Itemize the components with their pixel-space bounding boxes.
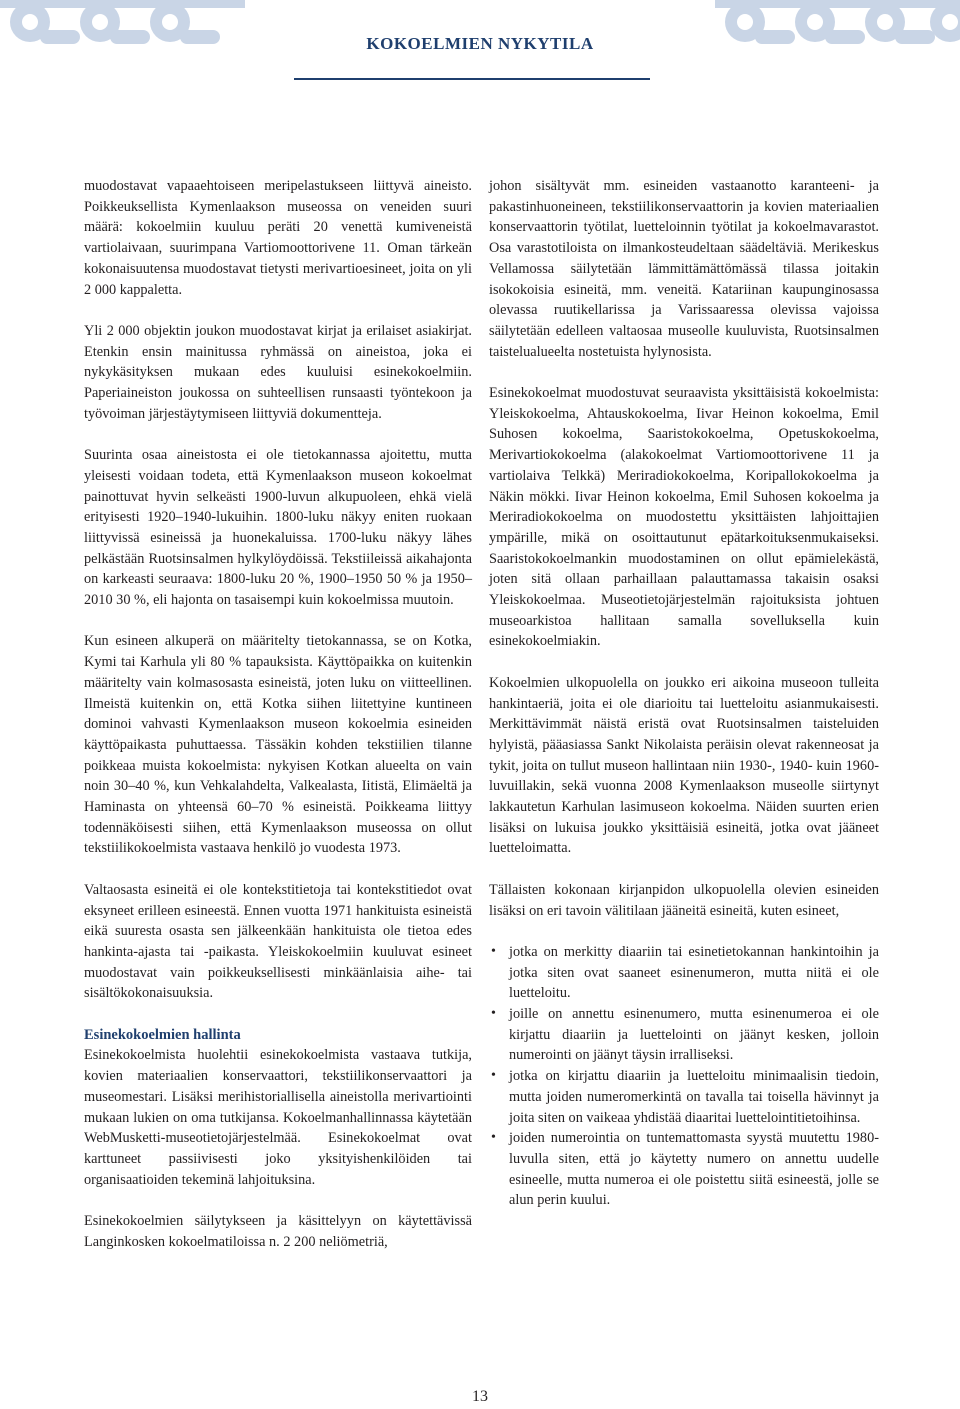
paragraph: Kun esineen alkuperä on määritelty tietokannassa, se on Kotka, Kymi tai Karhula yli 80 % tapauksista. Käyttöpaikka on kuitenkin määritelty vain kolmasosasta esineistä, joten luku on viitteellinen. Ilmeistä kuitenkin on, että Kotka siihen liitettyine kuntineen dominoi vahvasti Kymenlaakson museon kokoelmia esineiden käyttöpaikasta puhuttaessa. Tässäkin kohden tekstiilien tilanne poikkeaa muista kokoelmista: nykyisen Kotkan alueelta on vain noin 30–40 %, kun Vehkalahdelta, Valkealasta, Iitistä, Elimäeltä ja Haminasta on yhteensä 60–70 % esineistä. Poikkeama liittyy todennäköisesti siihen, että Kymenlaakson museossa on ollut tekstiilikokoelmista vastaava henkilö jo vuodesta 1973. xyxy=(84,633,472,857)
list-item: • joille on annettu esinenumero, mutta esinenumeroa ei ole kirjattu diaariin ja luettelointi on jäänyt kesken, jolloin numerointi on jäänyt täysin irralliseksi. xyxy=(491,1006,879,1064)
header-rule xyxy=(294,78,650,80)
bullet-icon: • xyxy=(491,1068,496,1084)
bullet-icon: • xyxy=(491,943,496,959)
paragraph: johon sisältyvät mm. esineiden vastaanotto karanteeni- ja pakastinhuoneineen, tekstiilikonservaattorin ja kovien materiaalien konservaattorin työtilat, luetteloinnin työtilat ja kokoelmavarastot. Osa varastotiloista on ilmankosteudeltaan säädeltäviä. Merikeskus Vellamossa säilytetään lämmittämättömässä tilassa joitakin isokokoisia esineitä, mm. veneitä. Katariinan kaupunginosassa olevassa ruutikellarissa ja Varissaaressa olevissa vajoissa säilytetään edelleen valtaosaa museolle kuuluvista, Ruotsinsalmen taistelualueelta nostetuista hylynosista. xyxy=(489,178,879,360)
page-number: 13 xyxy=(472,1388,488,1405)
list-item: • jotka on kirjattu diaariin ja luetteloitu minimaalisin tiedoin, mutta joiden numeromerkintä on tavalla tai toisella hävinnyt ja joita siten on vaikeaa yhdistää diaaritai luettelointitietoihinsa. xyxy=(491,1068,879,1126)
paragraph: Esinekokoelmien säilytykseen ja käsittelyyn on käytettävissä Langinkosken kokoelmatiloissa n. 2 200 neliömetriä, xyxy=(84,1213,472,1250)
paragraph: muodostavat vapaaehtoiseen meripelastukseen liittyvä aineisto. Poikkeuksellista Kymenlaakson museossa on veneiden suuri määrä: kokoelmiin kuuluu peräti 20 venettä kumiveneistä vartiolaivaan, suurimpana Vartiomoottorivene 11. Oman tärkeän kokonaisuutensa muodostavat tietysti merivartioesineet, joita on yli 2 000 kappaletta. xyxy=(84,178,472,298)
paragraph: Valtaosasta esineitä ei ole kontekstitietoja tai kontekstitiedot ovat eksyneet erilleen esineestä. Ennen vuotta 1971 hankituista esineistä eikä suuresta osasta sen jälkeenkään hankituista ole tietoa edes hankinta-ajasta tai -paikasta. Yleiskokoelmiin kuuluvat esineet muodostavat vain poikkeuksellisesti minkäänlaisia aihe- tai sisältökokonaisuuksia. xyxy=(84,881,472,1002)
list-item: • jotka on merkitty diaariin tai esinetietokannan hankintoihin ja jotka siten ovat saaneet esinenumeron, mutta niitä ei ole luetteloitu. xyxy=(491,943,879,1002)
paragraph: Kokoelmien ulkopuolella on joukko eri aikoina museoon tulleita hankintaeriä, joita ei ole diarioitu tai luetteloitu asianmukaisesti. Merkittävimmät näistä eristä ovat Ruotsinsalmen taisteluiden hylyistä, pääasiassa Sankt Nikolaista peräisin olevat rakenneosat ja tykit, joita on tullut museon hallintaan niin 1930-, 1940- kuin 1960-luvuillakin, sekä vuonna 2008 Kymenlaakson museolle siirtynyt lakkautetun Karhulan lasimuseon kokoelma. Näiden suurten erien lisäksi on lukuisa joukko yksittäisiä esineitä, jotka ovat jääneet luetteloimatta. xyxy=(489,674,879,857)
left-column xyxy=(84,176,472,1273)
paragraph: Esinekokoelmat muodostuvat seuraavista yksittäisistä kokoelmista: Yleiskokoelma, Ahtauskokoelma, Iivar Heinon kokoelma, Emil Suhosen kokoelma, Saaristokokoelma, Opetuskokoelma, Merivartiokokoelma (alakokoelmat Vartiomoottorivene 11 ja vartiolaiva Telkkä) Meriradiokokoelma, Koripallokokoelma ja Näkin mökki. Iivar Heinon kokoelma, Emil Suhosen kokoelma ja Meriradiokokoelma on muodostettu yksittäisten lahjoittajien ympärille, mikä on osoittautunut epätarkoituksenmukaiseksi. Saaristokokoelmankin muodostaminen on ollut epämielekästä, joten sitä ollaan parhaillaan palauttamassa takaisin osaksi Yleiskokoelmaa. Museotietojärjestelmän rajoituksista johtuen museoarkistoa hallitaan samalla sovelluksella kuin esinekokoelmiakin. xyxy=(489,385,879,650)
section-heading: Esinekokoelmien hallinta xyxy=(84,1026,241,1043)
paragraph: Esinekokoelmista huolehtii esinekokoelmista vastaava tutkija, kovien materiaalien konservaattori, tekstiilikonservaattori ja museomestari. Lisäksi merihistoriallisella aineistolla merivartiointi mukaan lukien on oma tutkijansa. Kokoelmanhallinnassa käytetään WebMusketti-museotietojärjestelmää. Esinekokoelmat ovat karttuneet passiivisesti joko yksityishenkilöiden tai organisaatioiden tekeminä lahjoituksina. xyxy=(84,1047,472,1188)
running-header: KOKOELMIEN NYKYTILA xyxy=(366,34,594,53)
bullet-list xyxy=(489,942,879,1211)
bullet-icon: • xyxy=(491,1006,496,1022)
bullet-icon: • xyxy=(491,1130,496,1146)
right-column xyxy=(489,176,879,1211)
section xyxy=(84,1025,472,1191)
list-item: • joiden numerointia on tuntemattomasta syystä muutettu 1980-luvulla siten, että jo käytetty numero on annettu uudelle esineelle, mutta numeroa ei ole poistettu siitä esineestä, jolle se alun perin kuului. xyxy=(491,1130,879,1209)
paragraph: Yli 2 000 objektin joukon muodostavat kirjat ja erilaiset asiakirjat. Etenkin ensin mainitussa ryhmässä on aineistoa, joka ei nykykäsityksen mukaan edes kuuluisi esinekokoelmiin. Paperiaineiston joukossa on suhteellisen runsaasti työntekoon ja työvoiman järjestäytymiseen liittyviä dokumentteja. xyxy=(84,322,472,422)
paragraph: Suurinta osaa aineistosta ei ole tietokannassa ajoitettu, mutta yleisesti voidaan todeta, että Kymenlaakson museon kokoelmat painottuvat hyvin selkeästi 1900-luvun alkupuoleen, ehkä vielä erityisesti 1920–1940-lukuihin. 1800-luku näkyy eniten ruokaan liittyvissä esineissä ja huonekaluissa. 1700-luku näkyy lähes pelkästään Ruotsinsalmen hylkylöydöissä. Tekstiileissä aikahajonta on karkeasti seuraava: 1800-luku 20 %, 1900–1950 50 % ja 1950–2010 30 %, eli hajonta on tasaisempi kuin kokoelmissa muutoin. xyxy=(84,447,472,609)
paragraph: Tällaisten kokonaan kirjanpidon ulkopuolella olevien esineiden lisäksi on eri tavoin välitilaan jääneitä esineitä, kuten esineet, xyxy=(489,881,879,919)
